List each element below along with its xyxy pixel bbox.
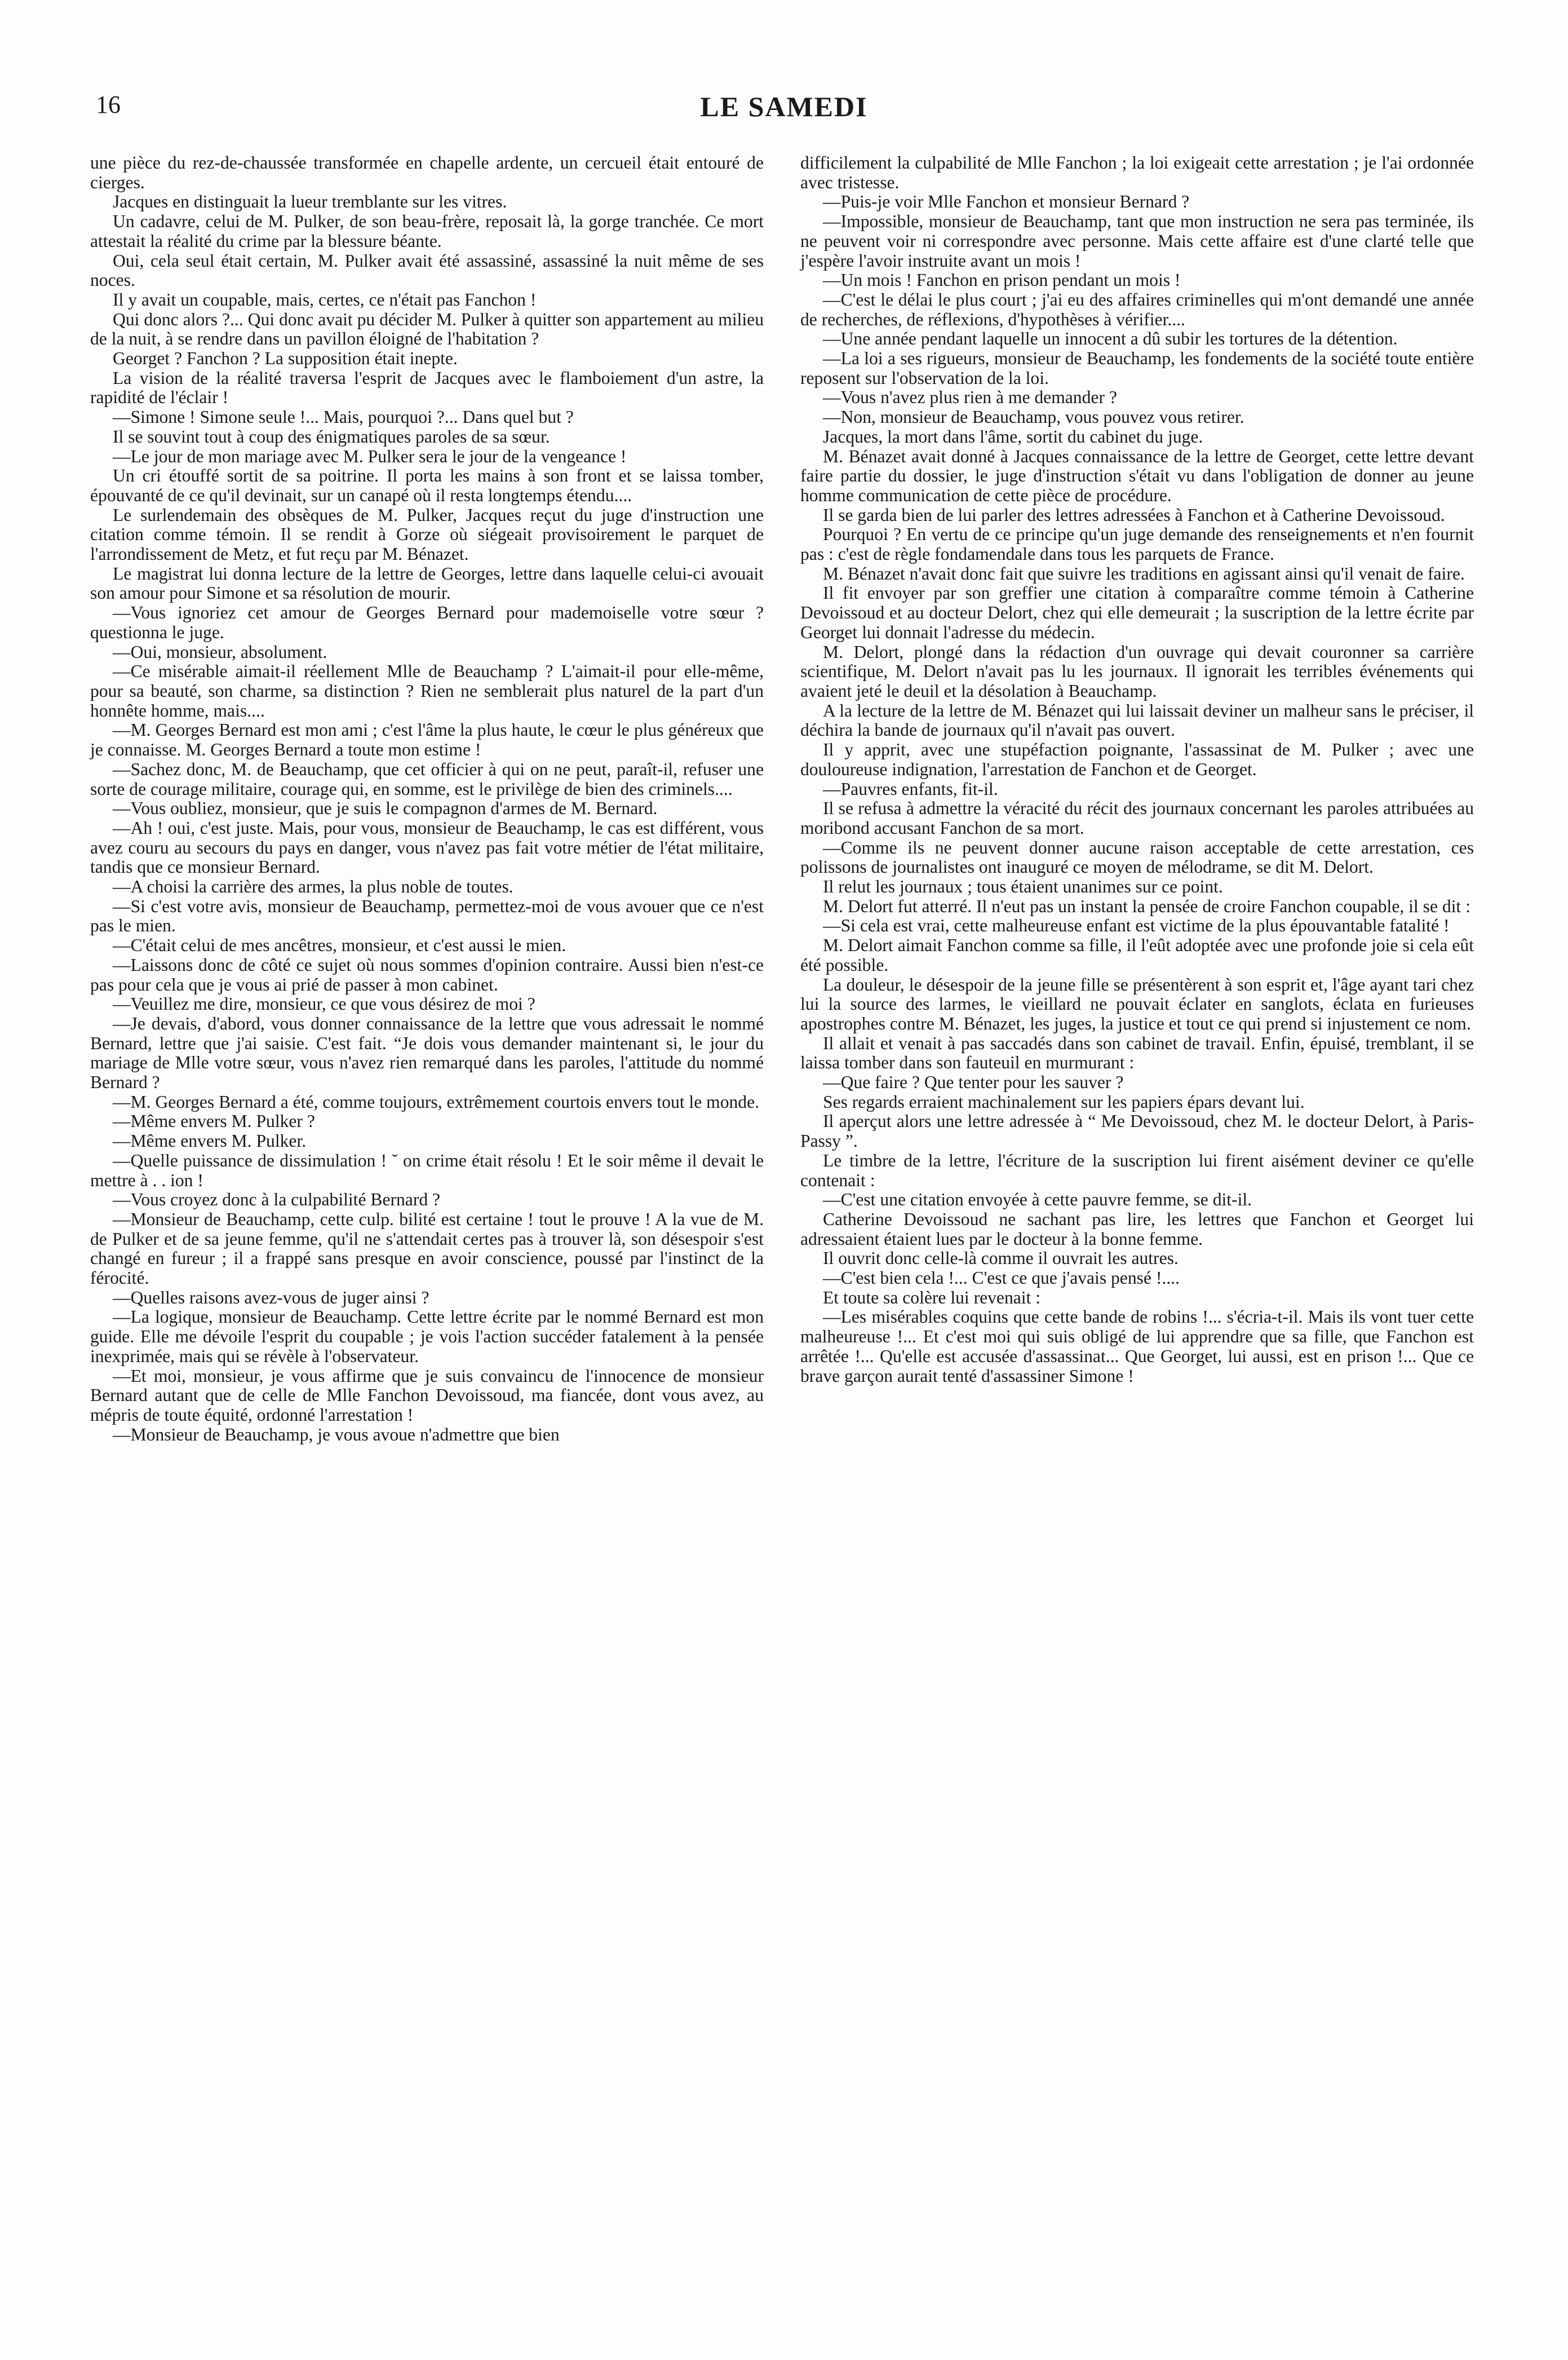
paragraph: —A choisi la carrière des armes, la plus noble de toutes.: [113, 877, 513, 897]
paragraph: M. Delort fut atterré. Il n'eut pas un instant la pensée de croire Fanchon coupable, il se dit :: [823, 896, 1470, 916]
paragraph: —M. Georges Bernard est mon ami ; c'est l'âme la plus haute, le cœur le plus généreux que je connaisse. M. Georges Bernard a toute mon estime !: [90, 720, 764, 760]
paragraph: Il fit envoyer par son greffier une citation à comparaître comme témoin à Catherine Devoissoud et au docteur Delort, chez qui elle demeurait ; la suscription de la lettre écrite par Georget lui donnait l'adresse du médecin.: [800, 583, 1474, 642]
paragraph: Jacques en distinguait la lueur tremblante sur les vitres.: [113, 192, 507, 212]
paragraph: —Quelles raisons avez-vous de juger ainsi ?: [113, 1287, 429, 1307]
paragraph: —Vous ignoriez cet amour de Georges Bernard pour mademoiselle votre sœur ? questionna le juge.: [90, 603, 764, 642]
paragraph: Il allait et venait à pas saccadés dans son cabinet de travail. Enfin, épuisé, tremblant, il se laissa tomber dans son fauteuil en murmurant :: [800, 1033, 1474, 1073]
paragraph: —C'est le délai le plus court ; j'ai eu des affaires criminelles qui m'ont demandé une année de recherches, de réflexions, d'hypothèses à vérifier....: [800, 289, 1474, 329]
paragraph: —C'est une citation envoyée à cette pauvre femme, se dit-il.: [823, 1190, 1252, 1210]
paragraph: M. Bénazet n'avait donc fait que suivre les traditions en agissant ainsi qu'il venait de faire.: [823, 563, 1465, 584]
paragraph: Qui donc alors ?... Qui donc avait pu décider M. Pulker à quitter son appartement au milieu de la nuit, à se rendre dans un pavillon éloigné de l'habitation ?: [90, 309, 764, 349]
paragraph: La vision de la réalité traversa l'esprit de Jacques avec le flamboiement d'un astre, la rapidité de l'éclair !: [90, 368, 764, 408]
paragraph: —Et moi, monsieur, je vous affirme que je suis convaincu de l'innocence de monsieur Bernard autant que de celle de Mlle Fanchon Devoissoud, ma fiancée, dont vous avez, au mépris de toute équité, ordonné l'arrestation !: [90, 1365, 764, 1425]
paragraph: —Vous oubliez, monsieur, que je suis le compagnon d'armes de M. Bernard.: [113, 798, 658, 819]
page-number: 16: [96, 91, 121, 118]
paragraph: Jacques, la mort dans l'âme, sortit du cabinet du juge.: [823, 426, 1203, 447]
paragraph: —Ce misérable aimait-il réellement Mlle de Beauchamp ? L'aimait-il pour elle-même, pour sa beauté, son charme, sa distinction ? Rien ne semblerait plus naturel de la part d'un honnête homme, mais....: [90, 661, 764, 721]
paragraph: —Puis-je voir Mlle Fanchon et monsieur Bernard ?: [823, 192, 1190, 212]
paragraph: —Même envers M. Pulker.: [113, 1131, 307, 1151]
paragraph: —Impossible, monsieur de Beauchamp, tant que mon instruction ne sera pas terminée, ils ne peuvent voir ni correspondre avec personne. Mais cette affaire est d'une clarté telle que j'espère l'avoir instruite avant un mois !: [800, 211, 1474, 271]
paragraph: M. Bénazet avait donné à Jacques connaissance de la lettre de Georget, cette lettre devant faire partie du dossier, le juge d'instruction s'était vu dans l'obligation de donner au jeune homme communication de cette pièce de procédure.: [800, 446, 1474, 505]
paragraph: Il y apprit, avec une stupéfaction poignante, l'assassinat de M. Pulker ; avec une douloureuse indignation, l'arrestation de Fanchon et de Georget.: [800, 740, 1474, 779]
paragraph: —Les misérables coquins que cette bande de robins !... s'écria-t-il. Mais ils vont tuer cette malheureuse !... Et c'est moi qui suis obligé de lui apprendre que sa fille, que Fanchon est arrêtée !... Qu'elle est accusée d'assassinat... Que Georget, lui aussi, est en prison !... Que ce brave garçon aurait tenté d'assassiner Simone !: [800, 1307, 1474, 1386]
paragraph: Le timbre de la lettre, l'écriture de la suscription lui firent aisément deviner ce qu'elle contenait :: [800, 1150, 1474, 1190]
paragraph: —Que faire ? Que tenter pour les sauver ?: [823, 1072, 1124, 1093]
paragraph: Catherine Devoissoud ne sachant pas lire, les lettres que Fanchon et Georget lui adressaient étaient lues par le docteur à la bonne femme.: [800, 1209, 1474, 1249]
paragraph: Il aperçut alors une lettre adressée à “ Me Devoissoud, chez M. le docteur Delort, à Paris-Passy ”.: [800, 1111, 1474, 1151]
paragraph: —Veuillez me dire, monsieur, ce que vous désirez de moi ?: [113, 994, 535, 1014]
paragraph: —La loi a ses rigueurs, monsieur de Beauchamp, les fondements de la société toute entière reposent sur l'observation de la loi.: [800, 348, 1474, 388]
paragraph: —Une année pendant laquelle un innocent a dû subir les tortures de la détention.: [823, 329, 1398, 349]
right-column: [800, 153, 1474, 1386]
paragraph: —Simone ! Simone seule !... Mais, pourquoi ?... Dans quel but ?: [113, 407, 574, 427]
paragraph: —C'était celui de mes ancêtres, monsieur, et c'est aussi le mien.: [113, 935, 566, 956]
paragraph: —C'est bien cela !... C'est ce que j'avais pensé !....: [823, 1268, 1180, 1288]
paragraph: difficilement la culpabilité de Mlle Fanchon ; la loi exigeait cette arrestation ; je l'ai ordonnée avec tristesse.: [800, 153, 1474, 192]
paragraph: —Pauvres enfants, fit-il.: [823, 779, 998, 799]
paragraph: —Laissons donc de côté ce sujet où nous sommes d'opinion contraire. Aussi bien n'est-ce pas pour cela que je vous ai prié de passer à mon cabinet.: [90, 954, 764, 995]
paragraph: une pièce du rez-de-chaussée transformée en chapelle ardente, un cercueil était entouré de cierges.: [90, 153, 764, 192]
paragraph: A la lecture de la lettre de M. Bénazet qui lui laissait deviner un malheur sans le préciser, il déchira la bande de journaux qu'il n'avait pas ouvert.: [800, 700, 1474, 740]
paragraph: Il relut les journaux ; tous étaient unanimes sur ce point.: [823, 877, 1223, 897]
paragraph: —Si c'est votre avis, monsieur de Beauchamp, permettez-moi de vous avouer que ce n'est pas le mien.: [90, 896, 764, 936]
paragraph: —La logique, monsieur de Beauchamp. Cette lettre écrite par le nommé Bernard est mon guide. Elle me dévoile l'esprit du coupable ; je vois l'action succéder fatalement à la pensée inexprimée, mais qui se révèle à l'observateur.: [90, 1307, 764, 1366]
paragraph: —Même envers M. Pulker ?: [113, 1111, 315, 1132]
paragraph: —Oui, monsieur, absolument.: [113, 642, 327, 662]
paragraph: —Monsieur de Beauchamp, je vous avoue n'admettre que bien: [113, 1424, 560, 1444]
paragraph: —Vous croyez donc à la culpabilité Bernard ?: [113, 1190, 441, 1210]
running-title: LE SAMEDI: [700, 91, 868, 122]
paragraph: Il se garda bien de lui parler des lettres adressées à Fanchon et à Catherine Devoissoud.: [823, 505, 1445, 525]
paragraph: Le surlendemain des obsèques de M. Pulker, Jacques reçut du juge d'instruction une citation comme témoin. Il se rendit à Gorze où siégeait provisoirement le parquet de l'arrondissement de Metz, et fut reçu par M. Bénazet.: [90, 505, 764, 564]
paragraph: Le magistrat lui donna lecture de la lettre de Georges, lettre dans laquelle celui-ci avouait son amour pour Simone et sa résolution de mourir.: [90, 563, 764, 603]
paragraph: Il se souvint tout à coup des énigmatiques paroles de sa sœur.: [113, 426, 550, 447]
paragraph: —Sachez donc, M. de Beauchamp, que cet officier à qui on ne peut, paraît-il, refuser une sorte de courage militaire, courage qui, en somme, est le privilège de bien des criminels....: [90, 759, 764, 799]
paragraph: —Vous n'avez plus rien à me demander ?: [823, 387, 1117, 408]
paragraph: Georget ? Fanchon ? La supposition était inepte.: [113, 348, 458, 369]
paragraph: M. Delort, plongé dans la rédaction d'un ouvrage qui devait couronner sa carrière scientifique, M. Delort n'avait pas lu les journaux. Il ignorait les terribles événements qui avaient jeté le deuil et la désolation à Beauchamp.: [800, 642, 1474, 701]
paragraph: La douleur, le désespoir de la jeune fille se présentèrent à son esprit et, l'âge ayant tari chez lui la source des larmes, le vieillard ne pouvait éclater en sanglots, éclata en furieuses apostrophes contre M. Bénazet, les juges, la justice et tout ce qui prend si injustement ce nom.: [800, 974, 1474, 1033]
paragraph: —Le jour de mon mariage avec M. Pulker sera le jour de la vengeance !: [113, 446, 627, 466]
paragraph: —Je devais, d'abord, vous donner connaissance de la lettre que vous adressait le nommé Bernard, lettre que j'ai saisie. C'est fait. “Je dois vous demander maintenant si, le jour du mariage de Mlle votre sœur, vous n'avez rien remarqué dans les paroles, l'attitude du nommé Bernard ?: [90, 1013, 764, 1093]
paragraph: Ses regards erraient machinalement sur les papiers épars devant lui.: [823, 1091, 1305, 1112]
paragraph: —Quelle puissance de dissimulation ! ˘ on crime était résolu ! Et le soir même il devait le mettre à . . ion !: [90, 1150, 764, 1190]
paragraph: Un cadavre, celui de M. Pulker, de son beau-frère, reposait là, la gorge tranchée. Ce mort attestait la réalité du crime par la blessure béante.: [90, 211, 764, 251]
paragraph: Et toute sa colère lui revenait :: [823, 1287, 1040, 1307]
paragraph: Un cri étouffé sortit de sa poitrine. Il porta les mains à son front et se laissa tomber, épouvanté de ce qu'il devinait, sur un canapé où il resta longtemps étendu....: [90, 466, 764, 505]
left-column: [90, 153, 764, 1444]
paragraph: —M. Georges Bernard a été, comme toujours, extrêmement courtois envers tout le monde.: [113, 1091, 760, 1112]
paragraph: —Ah ! oui, c'est juste. Mais, pour vous, monsieur de Beauchamp, le cas est différent, vous avez couru au secours du pays en danger, vous n'avez pas fait votre métier de l'état militaire, tandis que ce monsieur Bernard.: [90, 817, 764, 877]
paragraph: Oui, cela seul était certain, M. Pulker avait été assassiné, assassiné la nuit même de ses noces.: [90, 250, 764, 290]
paragraph: —Comme ils ne peuvent donner aucune raison acceptable de cette arrestation, ces polissons de journalistes ont inauguré ce moyen de mélodrame, se dit M. Delort.: [800, 837, 1474, 877]
paragraph: —Un mois ! Fanchon en prison pendant un mois !: [823, 270, 1181, 290]
paragraph: —Monsieur de Beauchamp, cette culp. bilité est certaine ! tout le prouve ! A la vue de M. de Pulker et de sa jeune femme, qu'il ne s'attendait certes pas à trouver là, son désespoir s'est changé en fureur ; il a frappé sans presque en avoir conscience, poussé par l'instinct de la férocité.: [90, 1209, 764, 1288]
paragraph: Il se refusa à admettre la véracité du récit des journaux concernant les paroles attribuées au moribond accusant Fanchon de sa mort.: [800, 798, 1474, 838]
paragraph: —Si cela est vrai, cette malheureuse enfant est victime de la plus épouvantable fatalité !: [823, 916, 1450, 936]
paragraph: Il ouvrit donc celle-là comme il ouvrait les autres.: [823, 1248, 1179, 1269]
paragraph: M. Delort aimait Fanchon comme sa fille, il l'eût adoptée avec une profonde joie si cela eût été possible.: [800, 935, 1474, 975]
paragraph: Pourquoi ? En vertu de ce principe qu'un juge demande des renseignements et n'en fournit pas : c'est de règle fondamendale dans tous les parquets de France.: [800, 524, 1474, 564]
paragraph: Il y avait un coupable, mais, certes, ce n'était pas Fanchon !: [113, 289, 537, 310]
paragraph: —Non, monsieur de Beauchamp, vous pouvez vous retirer.: [823, 407, 1244, 427]
page-header: [90, 90, 1478, 124]
